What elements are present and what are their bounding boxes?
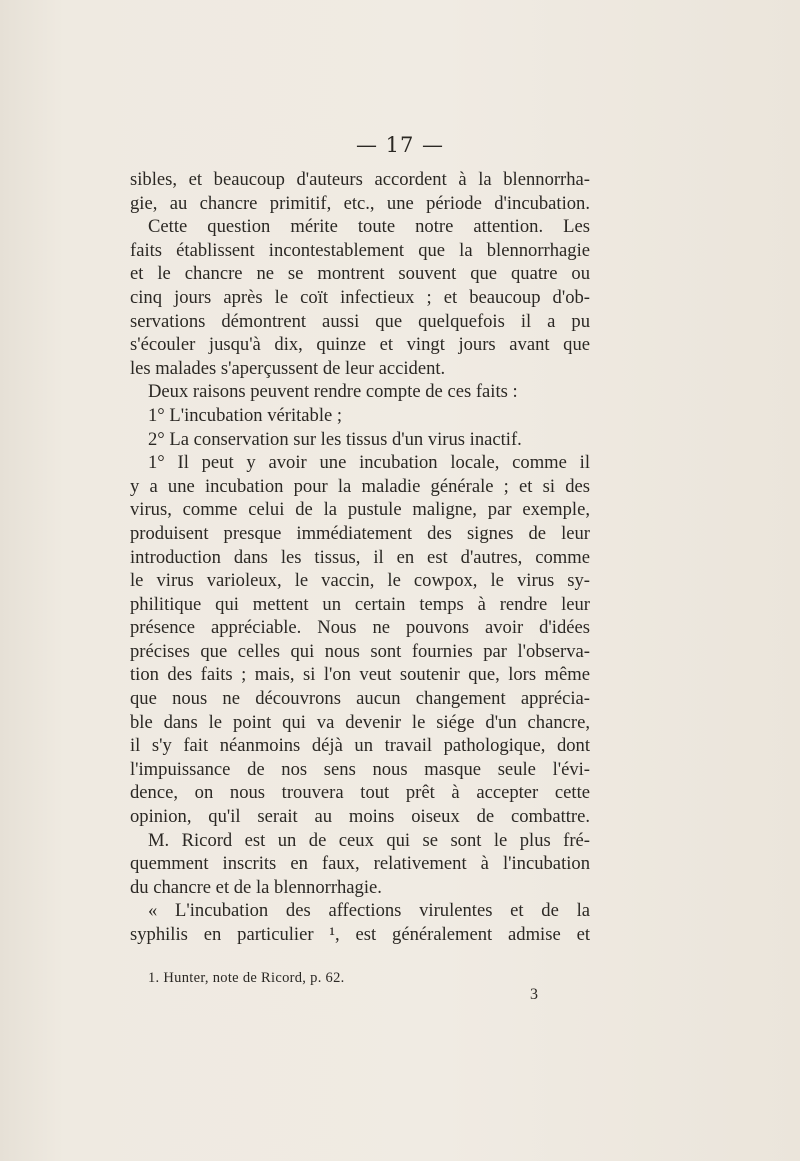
page-number: — 17 — [355, 133, 445, 157]
text-line: tion des faits ; mais, si l'on veut soutenir que, lors même [130, 664, 590, 686]
text-line: sibles, et beaucoup d'auteurs accordent à la blennorrha- [130, 169, 590, 190]
text-line: 1° Il peut y avoir une incubation locale, comme il [148, 452, 590, 474]
text-line: faits établissent incontestablement que la blennorrhagie [130, 239, 590, 261]
text-line: opinion, qu'il serait au moins oiseux de combattre. [130, 806, 590, 828]
text-line: produisent presque immédiatement des signes de leur [130, 522, 590, 544]
text-line: il s'y fait néanmoins déjà un travail pathologique, dont [130, 735, 590, 757]
footnote: 1. Hunter, note de Ricord, p. 62. [148, 970, 345, 986]
text-line: gie, au chancre primitif, etc., une période d'incubation. [130, 192, 590, 214]
text-line: introduction dans les tissus, il en est d'autres, comme [130, 546, 590, 568]
text-line: s'écouler jusqu'à dix, quinze et vingt jours avant que [130, 334, 590, 356]
text-line: présence appréciable. Nous ne pouvons avoir d'idées [130, 617, 590, 639]
text-line: 1° L'incubation véritable ; [148, 404, 343, 426]
text-line: du chancre et de la blennorrhagie. [130, 876, 382, 898]
text-line: syphilis en particulier ¹, est généralement admise et [130, 924, 590, 945]
text-line: philitique qui mettent un certain temps à rendre leur [130, 593, 590, 615]
text-line: 2° La conservation sur les tissus d'un virus inactif. [148, 428, 522, 450]
text-line: Deux raisons peuvent rendre compte de ces faits : [148, 381, 518, 403]
text-line: virus, comme celui de la pustule maligne, par exemple, [130, 499, 590, 521]
text-line: « L'incubation des affections virulentes et de la [148, 900, 590, 922]
text-line: et le chancre ne se montrent souvent que quatre ou [130, 263, 590, 285]
text-line: le virus varioleux, le vaccin, le cowpox, le virus sy- [130, 570, 590, 592]
text-line: y a une incubation pour la maladie générale ; et si des [130, 475, 590, 497]
text-line: M. Ricord est un de ceux qui se sont le plus fré- [148, 829, 590, 851]
text-line: cinq jours après le coït infectieux ; et beaucoup d'ob- [130, 286, 590, 308]
text-line: que nous ne découvrons aucun changement apprécia- [130, 688, 590, 710]
text-line: servations démontrent aussi que quelquefois il a pu [130, 310, 590, 332]
text-line: l'impuissance de nos sens nous masque seule l'évi- [130, 758, 590, 780]
text-line: dence, on nous trouvera tout prêt à accepter cette [130, 782, 590, 804]
text-line: Cette question mérite toute notre attention. Les [148, 216, 590, 238]
text-line: quemment inscrits en faux, relativement à l'incubation [130, 853, 590, 875]
body-text [130, 168, 590, 947]
text-line: précises que celles qui nous sont fournies par l'observa- [130, 640, 590, 662]
text-line: les malades s'aperçussent de leur accident. [130, 357, 446, 379]
text-line: ble dans le point qui va devenir le siége d'un chancre, [130, 711, 590, 733]
signature-mark: 3 [530, 986, 538, 1003]
